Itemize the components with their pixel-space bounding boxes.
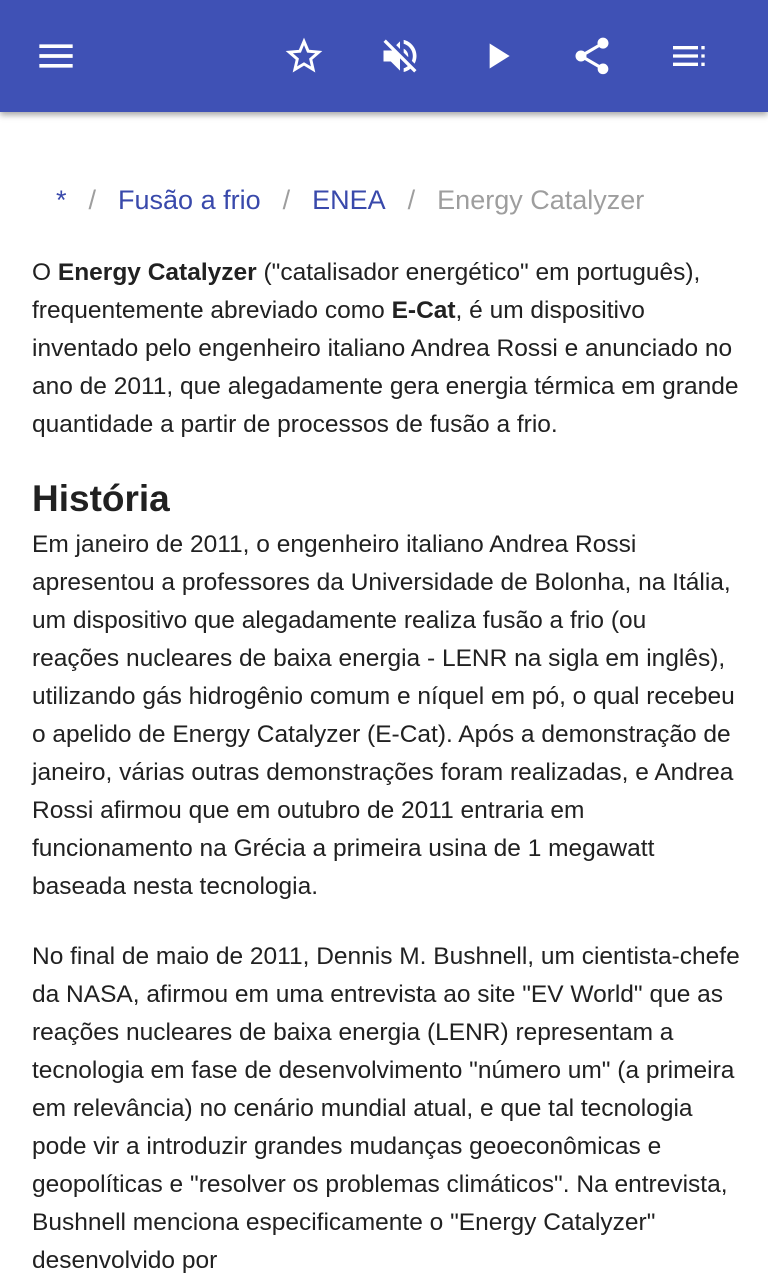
breadcrumb-link-home[interactable]: * — [56, 185, 67, 215]
play-button[interactable] — [466, 24, 530, 88]
article-body — [32, 254, 740, 1280]
breadcrumb-separator: / — [407, 185, 416, 215]
body-paragraph: Em janeiro de 2011, o engenheiro italiano Andrea Rossi apresentou a professores da Universidade de Bolonha, na Itália, um dispositivo que alegadamente realiza fusão a frio (ou reações nucleares de baixa energia - LENR na sigla em inglês), utilizando gás hidrogênio comum e níquel em pó, o qual recebeu o apelido de Energy Catalyzer (E-Cat). Após a demonstração de janeiro, várias outras demonstrações foram realizadas, e Andrea Rossi afirmou que em outubro de 2011 entraria em funcionamento na Grécia a primeira usina de 1 megawatt baseada nesta tecnologia. — [32, 531, 735, 900]
intro-text: ("catalisador energético" em português), frequentemente abreviado como — [32, 259, 701, 324]
breadcrumb-link-fusao-a-frio[interactable]: Fusão a frio — [118, 185, 261, 215]
share-button[interactable] — [560, 24, 624, 88]
star-outline-icon — [282, 34, 326, 78]
intro-paragraph — [32, 254, 740, 444]
article-content — [0, 112, 768, 1280]
intro-text: O — [32, 259, 58, 286]
menu-button[interactable] — [24, 24, 88, 88]
play-icon — [478, 36, 518, 76]
intro-text: , é um dispositivo inventado pelo engenheiro italiano Andrea Rossi e anunciado no ano de 2011, que alegadamente gera energia térmica em grande quantidade a partir de processos de fusão a frio. — [32, 297, 739, 438]
menu-icon — [36, 36, 76, 76]
body-paragraph: No final de maio de 2011, Dennis M. Bushnell, um cientista-chefe da NASA, afirmou em uma entrevista ao site "EV World" que as reações nucleares de baixa energia (LENR) representam a tecnologia em fase de desenvolvimento "número um" (a primeira em relevância) no cenário mundial atual, e que tal tecnologia pode vir a introduzir grandes mudanças geoeconômicas e geopolíticas e "resolver os problemas climáticos". Na entrevista, Bushnell menciona especificamente o "Energy Catalyzer" desenvolvido por — [32, 943, 740, 1274]
share-icon — [570, 34, 614, 78]
favorite-button[interactable] — [272, 24, 336, 88]
breadcrumb-current: Energy Catalyzer — [437, 185, 645, 215]
mute-button[interactable] — [368, 24, 432, 88]
playlist-icon — [668, 36, 708, 76]
breadcrumb — [56, 180, 644, 220]
breadcrumb-separator: / — [88, 185, 97, 215]
intro-bold-abbreviation: E-Cat — [391, 297, 456, 324]
section-heading: História — [32, 478, 170, 519]
contents-button[interactable] — [656, 24, 720, 88]
app-toolbar — [0, 0, 768, 112]
breadcrumb-link-enea[interactable]: ENEA — [312, 185, 386, 215]
intro-bold-term: Energy Catalyzer — [57, 259, 257, 286]
breadcrumb-separator: / — [282, 185, 291, 215]
volume-off-icon — [378, 34, 422, 78]
